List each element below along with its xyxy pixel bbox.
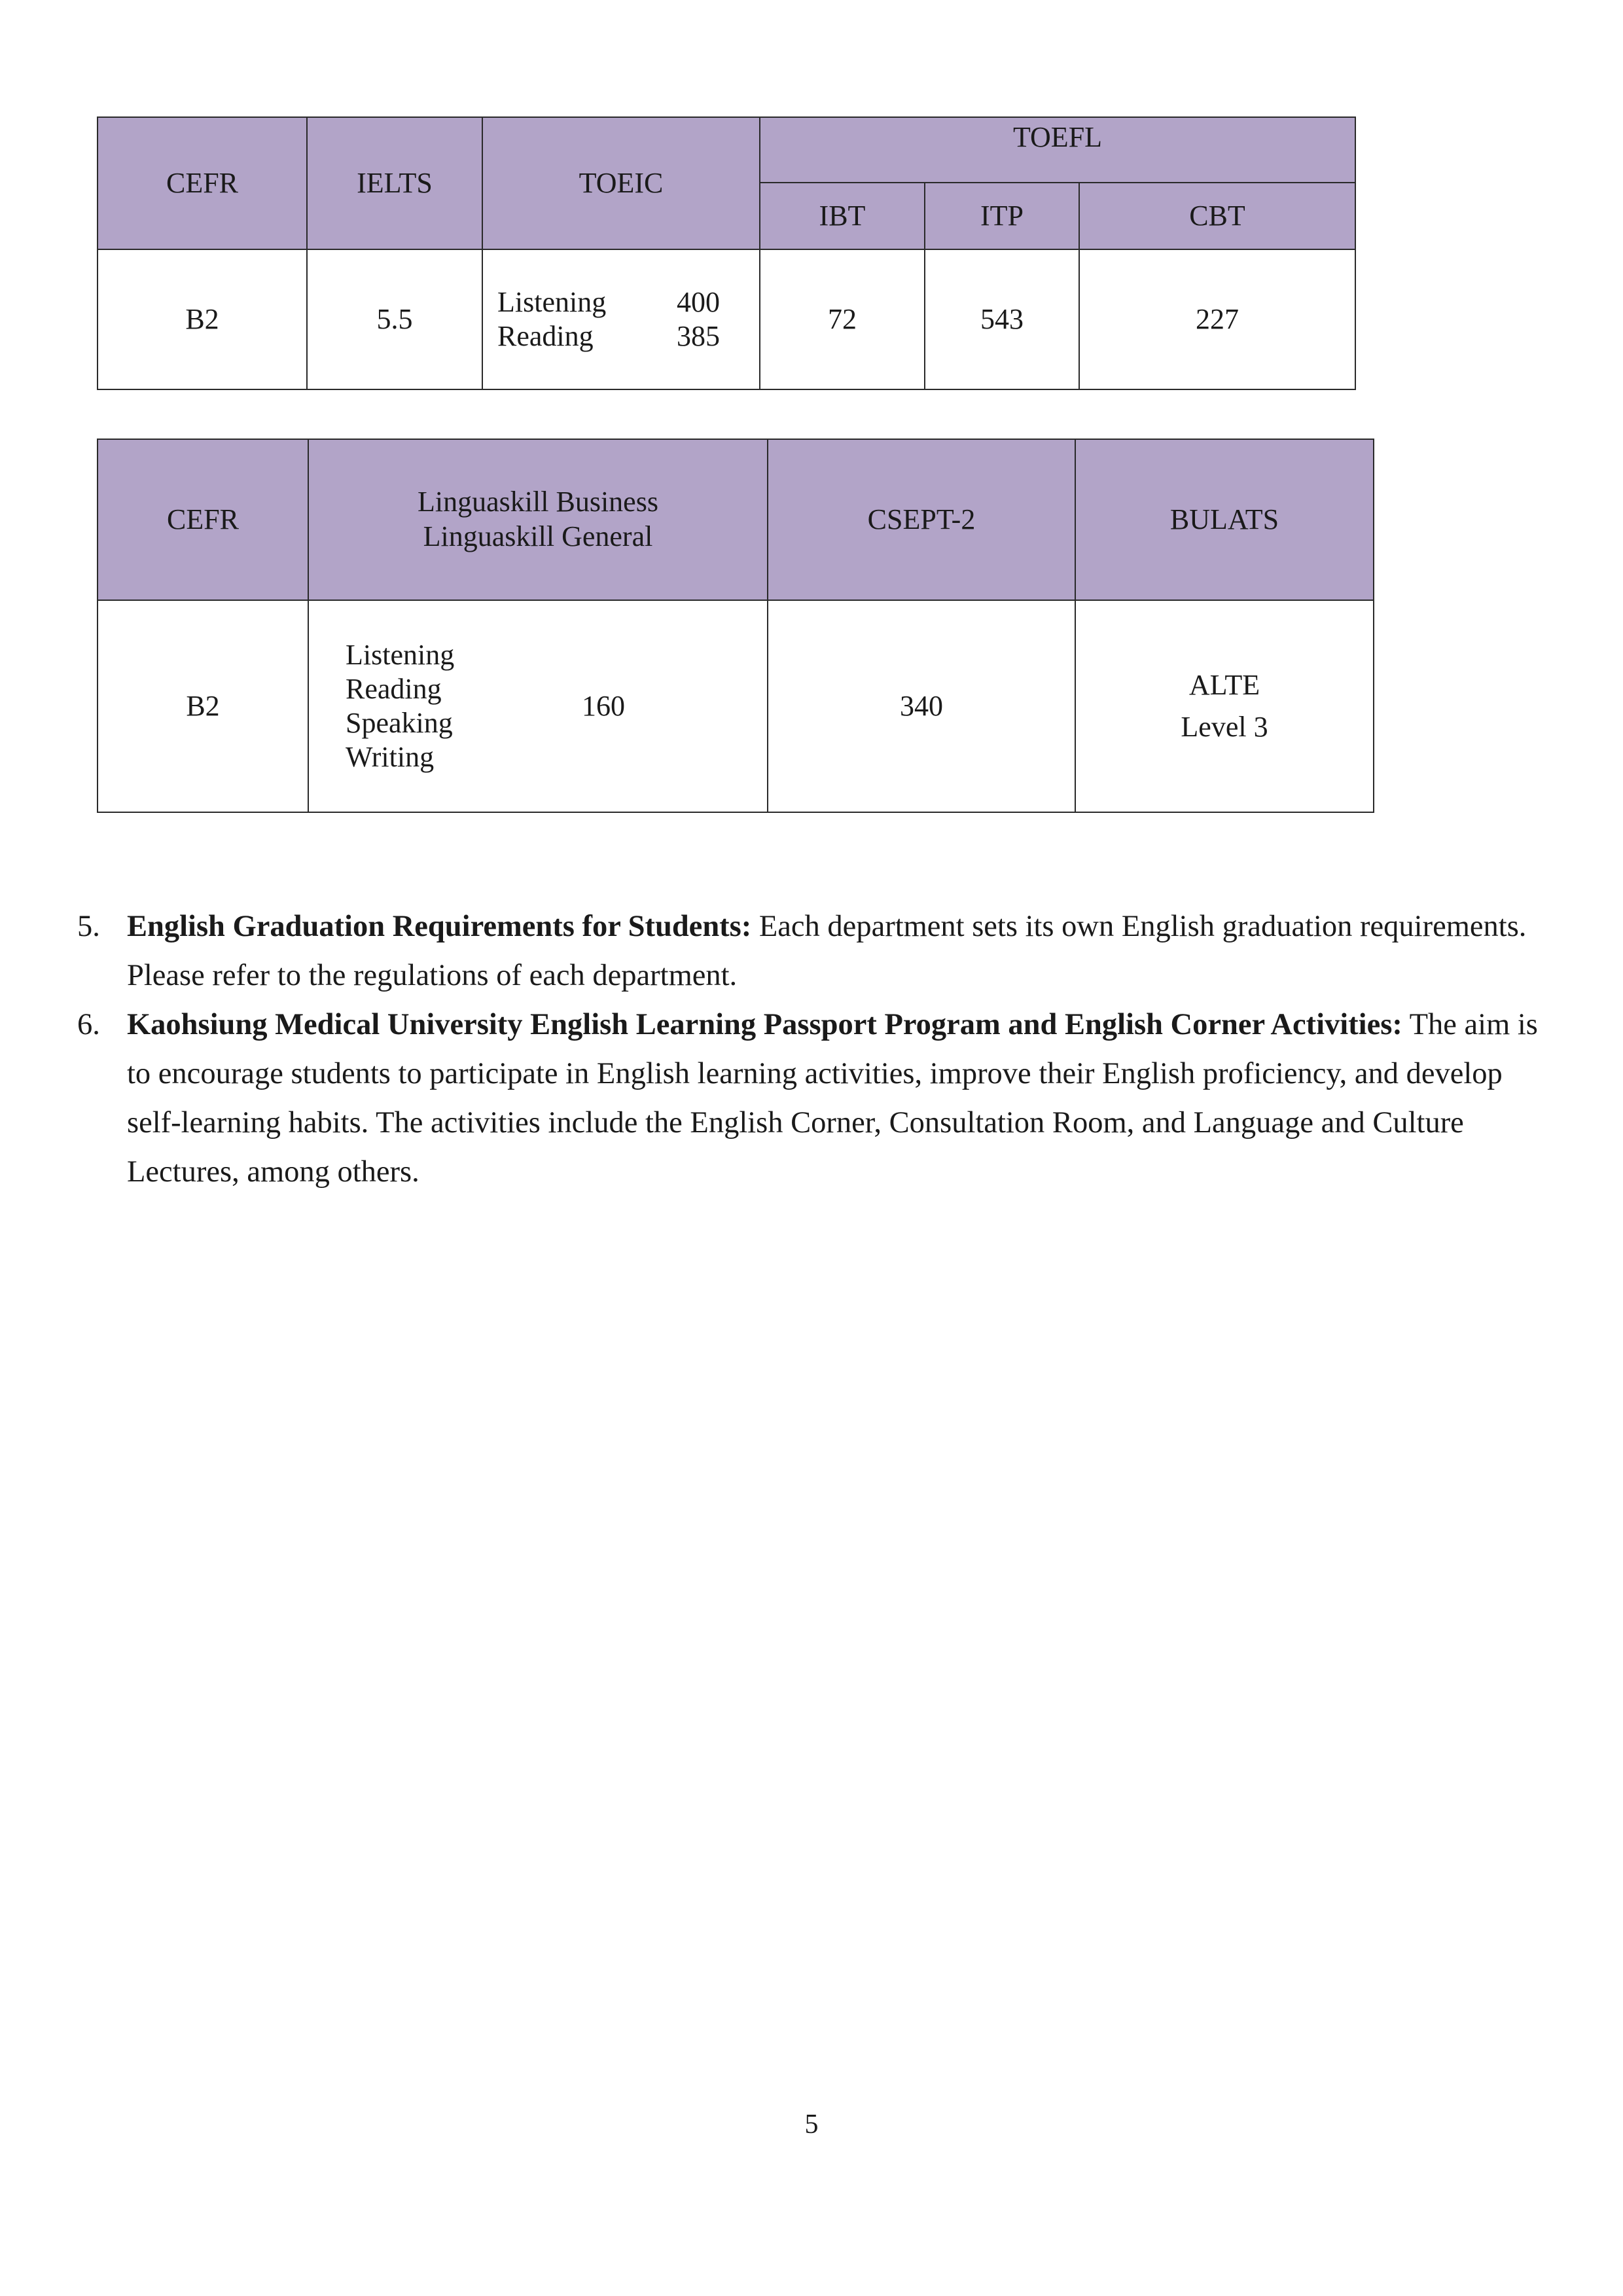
cell-ibt: 72 bbox=[760, 249, 925, 389]
toeic-listening-label: Listening bbox=[497, 286, 607, 319]
skill-listening: Listening bbox=[346, 639, 455, 672]
linguaskill-score: 160 bbox=[582, 689, 625, 722]
cell-toeic bbox=[482, 249, 760, 389]
list-item-body bbox=[127, 902, 1543, 1000]
score-table-linguaskill bbox=[97, 439, 1374, 813]
toeic-reading-row bbox=[483, 319, 759, 353]
cell-ielts: 5.5 bbox=[307, 249, 482, 389]
cell-linguaskill bbox=[308, 600, 768, 812]
header-linguaskill bbox=[308, 439, 768, 600]
header-toefl: TOEFL bbox=[760, 117, 1355, 183]
cell-cefr: B2 bbox=[98, 600, 308, 812]
bulats-alte: ALTE bbox=[1188, 669, 1260, 702]
skill-speaking: Speaking bbox=[346, 707, 453, 739]
toeic-reading-label: Reading bbox=[497, 320, 594, 352]
list-item-number: 5. bbox=[77, 910, 100, 943]
cell-cefr: B2 bbox=[98, 249, 307, 389]
header-bulats: BULATS bbox=[1075, 439, 1374, 600]
header-ielts: IELTS bbox=[307, 117, 482, 249]
skill-reading: Reading bbox=[346, 673, 442, 706]
header-cefr: CEFR bbox=[98, 439, 308, 600]
header-linguaskill-business: Linguaskill Business bbox=[418, 486, 658, 518]
requirements-list bbox=[77, 902, 1543, 1196]
list-item-body bbox=[127, 1000, 1543, 1196]
page-number: 5 bbox=[804, 2109, 819, 2140]
skills-list bbox=[346, 638, 454, 774]
toeic-reading-score: 385 bbox=[677, 320, 720, 352]
list-item bbox=[77, 1000, 1543, 1196]
toeic-listening-score: 400 bbox=[677, 286, 720, 319]
cell-bulats bbox=[1075, 600, 1374, 812]
header-csept: CSEPT-2 bbox=[768, 439, 1075, 600]
skill-writing: Writing bbox=[346, 740, 435, 773]
cell-csept: 340 bbox=[768, 600, 1075, 812]
header-itp: ITP bbox=[925, 183, 1079, 249]
cell-itp: 543 bbox=[925, 249, 1079, 389]
header-toeic: TOEIC bbox=[482, 117, 760, 249]
score-table-toefl bbox=[97, 117, 1356, 390]
header-cefr: CEFR bbox=[98, 117, 307, 249]
header-ibt: IBT bbox=[760, 183, 925, 249]
list-item-title: English Graduation Requirements for Students: bbox=[127, 910, 752, 943]
bulats-level: Level 3 bbox=[1181, 711, 1268, 743]
header-cbt: CBT bbox=[1079, 183, 1355, 249]
list-item-title: Kaohsiung Medical University English Learning Passport Program and English Corner Activities: bbox=[127, 1008, 1402, 1041]
toeic-listening-row bbox=[483, 285, 759, 319]
list-item-text: The aim is to encourage students to participate in English learning activities, improve their English proficiency, and develop self-learning habits. The activities include the English Corner, Consultation Room, and Language and Culture Lectures, among others. bbox=[127, 1008, 1538, 1189]
list-item-text: Each department sets its own English graduation requirements. Please refer to the regulations of each department. bbox=[127, 910, 1527, 992]
list-item-number: 6. bbox=[77, 1008, 100, 1041]
list-item bbox=[77, 902, 1543, 1000]
cell-cbt: 227 bbox=[1079, 249, 1355, 389]
header-linguaskill-general: Linguaskill General bbox=[423, 520, 653, 552]
